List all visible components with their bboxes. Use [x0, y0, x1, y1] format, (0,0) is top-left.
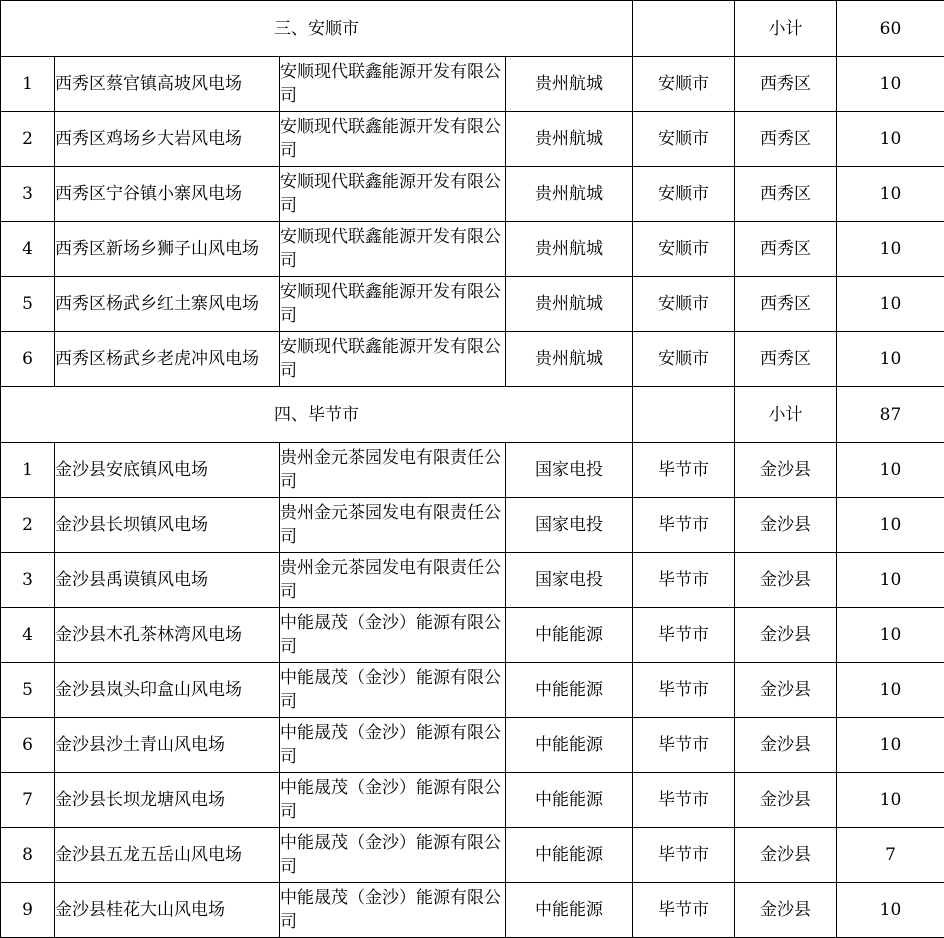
county-name: 金沙县	[735, 883, 837, 938]
project-name: 西秀区杨武乡红土寨风电场	[55, 277, 280, 332]
city-name: 安顺市	[633, 222, 735, 277]
county-name: 金沙县	[735, 608, 837, 663]
row-number: 5	[1, 277, 55, 332]
county-name: 金沙县	[735, 718, 837, 773]
capacity-value: 10	[837, 443, 944, 498]
county-name: 金沙县	[735, 498, 837, 553]
capacity-value: 10	[837, 883, 944, 938]
project-name: 金沙县五龙五岳山风电场	[55, 828, 280, 883]
table-row	[1, 277, 944, 332]
project-name: 金沙县长坝龙塘风电场	[55, 773, 280, 828]
city-name: 毕节市	[633, 553, 735, 608]
section-title: 四、毕节市	[1, 387, 633, 443]
group-name: 中能能源	[506, 883, 633, 938]
capacity-value: 10	[837, 663, 944, 718]
group-name: 贵州航城	[506, 332, 633, 387]
section-title: 三、安顺市	[1, 1, 633, 57]
row-number: 4	[1, 222, 55, 277]
subtotal-value: 60	[837, 1, 944, 57]
table-row	[1, 498, 944, 553]
group-name: 中能能源	[506, 773, 633, 828]
county-name: 金沙县	[735, 773, 837, 828]
company-name: 贵州金元茶园发电有限责任公司	[280, 553, 506, 608]
group-name: 国家电投	[506, 553, 633, 608]
group-name: 贵州航城	[506, 222, 633, 277]
table-row	[1, 718, 944, 773]
table-row	[1, 443, 944, 498]
table-body	[1, 1, 944, 938]
capacity-value: 10	[837, 553, 944, 608]
company-name: 安顺现代联鑫能源开发有限公司	[280, 57, 506, 112]
subtotal-label: 小计	[735, 387, 837, 443]
table-row	[1, 57, 944, 112]
county-name: 西秀区	[735, 222, 837, 277]
county-name: 金沙县	[735, 443, 837, 498]
row-number: 8	[1, 828, 55, 883]
group-name: 贵州航城	[506, 112, 633, 167]
project-name: 金沙县沙土青山风电场	[55, 718, 280, 773]
row-number: 3	[1, 553, 55, 608]
project-name: 西秀区杨武乡老虎冲风电场	[55, 332, 280, 387]
company-name: 中能晟茂（金沙）能源有限公司	[280, 773, 506, 828]
city-name: 安顺市	[633, 112, 735, 167]
company-name: 安顺现代联鑫能源开发有限公司	[280, 277, 506, 332]
row-number: 2	[1, 112, 55, 167]
capacity-value: 10	[837, 718, 944, 773]
table-row	[1, 332, 944, 387]
company-name: 安顺现代联鑫能源开发有限公司	[280, 112, 506, 167]
city-name: 毕节市	[633, 443, 735, 498]
group-name: 贵州航城	[506, 167, 633, 222]
group-name: 中能能源	[506, 718, 633, 773]
city-name: 毕节市	[633, 828, 735, 883]
capacity-value: 10	[837, 773, 944, 828]
project-name: 金沙县禹谟镇风电场	[55, 553, 280, 608]
city-name: 毕节市	[633, 608, 735, 663]
group-name: 贵州航城	[506, 57, 633, 112]
project-name: 金沙县木孔茶林湾风电场	[55, 608, 280, 663]
project-name: 西秀区新场乡狮子山风电场	[55, 222, 280, 277]
group-name: 中能能源	[506, 608, 633, 663]
project-name: 金沙县桂花大山风电场	[55, 883, 280, 938]
capacity-value: 10	[837, 498, 944, 553]
company-name: 中能晟茂（金沙）能源有限公司	[280, 608, 506, 663]
group-name: 中能能源	[506, 828, 633, 883]
row-number: 1	[1, 443, 55, 498]
capacity-value: 10	[837, 277, 944, 332]
city-name: 安顺市	[633, 277, 735, 332]
company-name: 安顺现代联鑫能源开发有限公司	[280, 167, 506, 222]
company-name: 中能晟茂（金沙）能源有限公司	[280, 718, 506, 773]
table-row	[1, 663, 944, 718]
company-name: 中能晟茂（金沙）能源有限公司	[280, 828, 506, 883]
county-name: 西秀区	[735, 167, 837, 222]
capacity-value: 10	[837, 222, 944, 277]
subtotal-label: 小计	[735, 1, 837, 57]
row-number: 6	[1, 718, 55, 773]
table-row	[1, 112, 944, 167]
county-name: 西秀区	[735, 277, 837, 332]
company-name: 贵州金元茶园发电有限责任公司	[280, 498, 506, 553]
row-number: 5	[1, 663, 55, 718]
county-name: 金沙县	[735, 828, 837, 883]
project-name: 金沙县安底镇风电场	[55, 443, 280, 498]
city-name: 毕节市	[633, 883, 735, 938]
city-name: 毕节市	[633, 718, 735, 773]
company-name: 中能晟茂（金沙）能源有限公司	[280, 883, 506, 938]
county-name: 西秀区	[735, 332, 837, 387]
project-name: 西秀区宁谷镇小寨风电场	[55, 167, 280, 222]
row-number: 3	[1, 167, 55, 222]
company-name: 中能晟茂（金沙）能源有限公司	[280, 663, 506, 718]
county-name: 金沙县	[735, 553, 837, 608]
project-name: 西秀区蔡官镇高坡风电场	[55, 57, 280, 112]
table-row	[1, 883, 944, 938]
project-name: 金沙县长坝镇风电场	[55, 498, 280, 553]
company-name: 安顺现代联鑫能源开发有限公司	[280, 222, 506, 277]
city-name: 毕节市	[633, 663, 735, 718]
capacity-value: 10	[837, 167, 944, 222]
city-name: 安顺市	[633, 167, 735, 222]
section-header-row	[1, 387, 944, 443]
row-number: 7	[1, 773, 55, 828]
project-name: 金沙县岚头印盒山风电场	[55, 663, 280, 718]
section-empty-cell	[633, 1, 735, 57]
city-name: 安顺市	[633, 332, 735, 387]
table-row	[1, 167, 944, 222]
city-name: 毕节市	[633, 773, 735, 828]
city-name: 安顺市	[633, 57, 735, 112]
subtotal-value: 87	[837, 387, 944, 443]
row-number: 1	[1, 57, 55, 112]
county-name: 金沙县	[735, 663, 837, 718]
company-name: 贵州金元茶园发电有限责任公司	[280, 443, 506, 498]
company-name: 安顺现代联鑫能源开发有限公司	[280, 332, 506, 387]
group-name: 国家电投	[506, 443, 633, 498]
capacity-value: 10	[837, 608, 944, 663]
row-number: 9	[1, 883, 55, 938]
capacity-value: 7	[837, 828, 944, 883]
table-row	[1, 608, 944, 663]
section-empty-cell	[633, 387, 735, 443]
table-row	[1, 828, 944, 883]
county-name: 西秀区	[735, 57, 837, 112]
group-name: 国家电投	[506, 498, 633, 553]
group-name: 贵州航城	[506, 277, 633, 332]
group-name: 中能能源	[506, 663, 633, 718]
capacity-value: 10	[837, 57, 944, 112]
table-row	[1, 222, 944, 277]
table-row	[1, 553, 944, 608]
city-name: 毕节市	[633, 498, 735, 553]
county-name: 西秀区	[735, 112, 837, 167]
row-number: 6	[1, 332, 55, 387]
table-row	[1, 773, 944, 828]
row-number: 2	[1, 498, 55, 553]
capacity-value: 10	[837, 332, 944, 387]
project-name: 西秀区鸡场乡大岩风电场	[55, 112, 280, 167]
row-number: 4	[1, 608, 55, 663]
section-header-row	[1, 1, 944, 57]
capacity-value: 10	[837, 112, 944, 167]
